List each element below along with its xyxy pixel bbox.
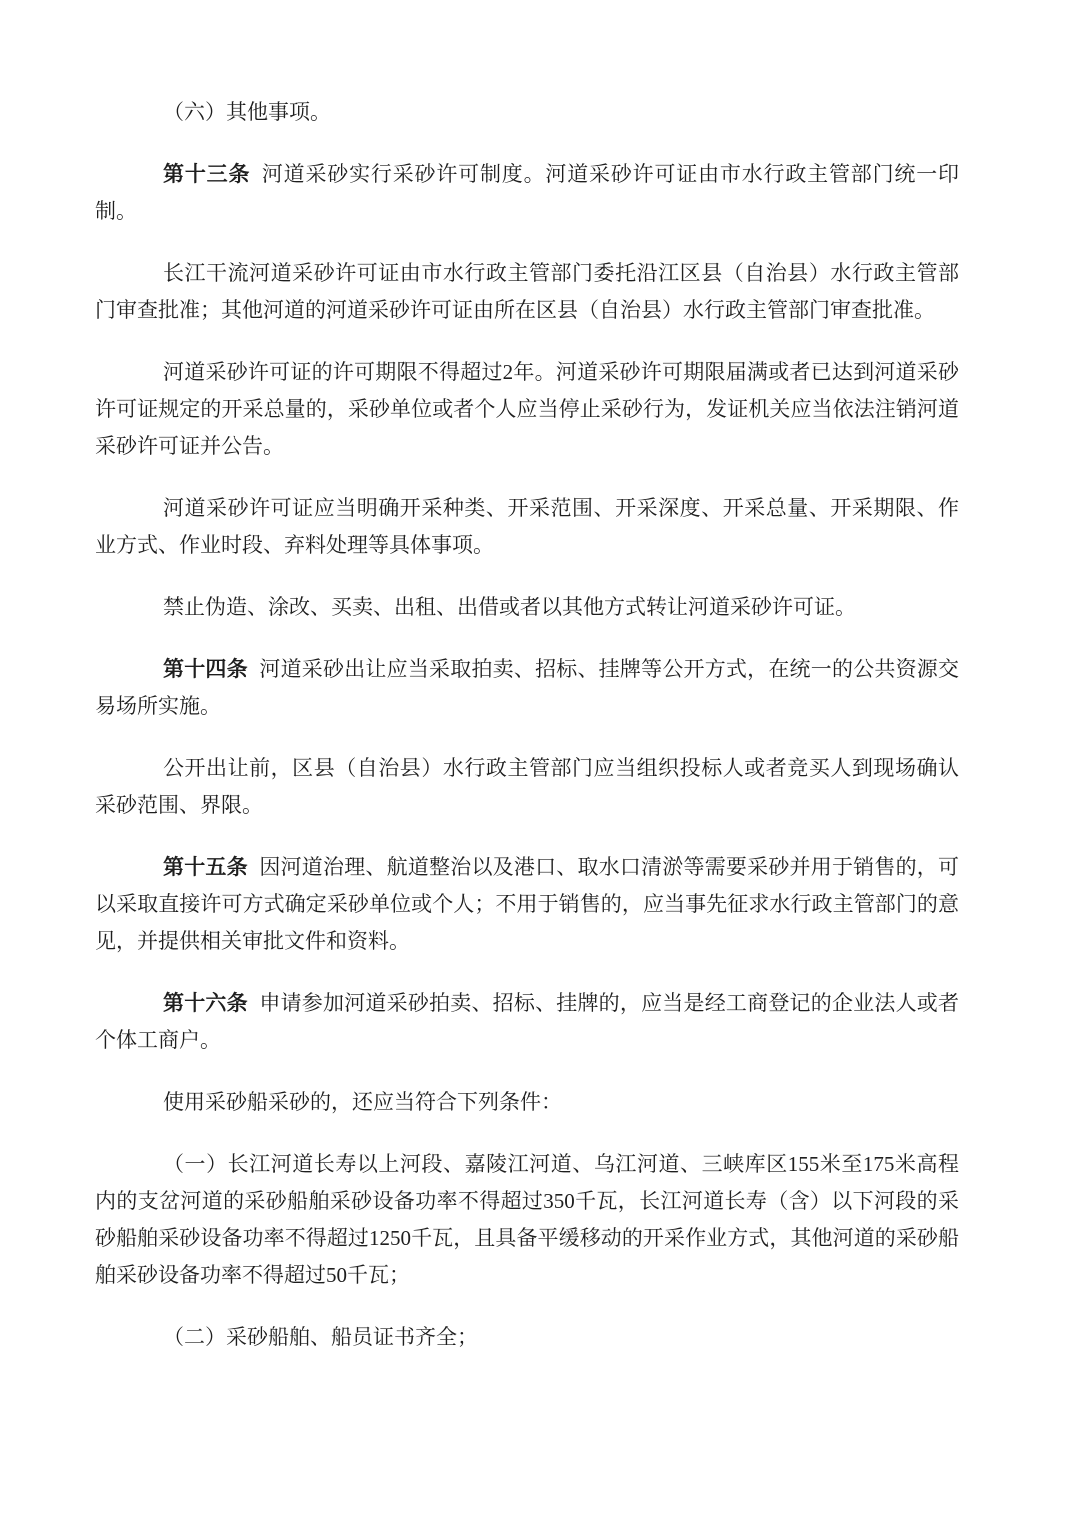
- paragraph-text: 河道采砂出让应当采取拍卖、招标、挂牌等公开方式，在统一的公共资源交易场所实施。: [95, 657, 959, 718]
- paragraph-text: 使用采砂船采砂的，还应当符合下列条件：: [163, 1090, 562, 1114]
- paragraph: [95, 849, 959, 960]
- document-body: [95, 94, 959, 1356]
- paragraph: [95, 1084, 959, 1121]
- paragraph: [95, 750, 959, 824]
- article-number: 第十三条: [163, 162, 251, 186]
- paragraph-text: 公开出让前，区县（自治县）水行政主管部门应当组织投标人或者竞买人到现场确认采砂范围、界限。: [95, 756, 959, 817]
- paragraph: [95, 156, 959, 230]
- paragraph-text: 河道采砂许可证的许可期限不得超过2年。河道采砂许可期限届满或者已达到河道采砂许可证规定的开采总量的，采砂单位或者个人应当停止采砂行为，发证机关应当依法注销河道采砂许可证并公告。: [95, 360, 959, 458]
- paragraph: [95, 1146, 959, 1294]
- article-number: 第十六条: [163, 991, 248, 1015]
- paragraph-text: 因河道治理、航道整治以及港口、取水口清淤等需要采砂并用于销售的，可以采取直接许可方式确定采砂单位或个人；不用于销售的，应当事先征求水行政主管部门的意见，并提供相关审批文件和资料。: [95, 855, 959, 953]
- paragraph: [95, 985, 959, 1059]
- paragraph: [95, 354, 959, 465]
- paragraph-text: （二）采砂船舶、船员证书齐全；: [163, 1325, 478, 1349]
- paragraph-text: （六）其他事项。: [163, 100, 331, 124]
- paragraph-text: （一）长江河道长寿以上河段、嘉陵江河道、乌江河道、三峡库区155米至175米高程内的支岔河道的采砂船舶采砂设备功率不得超过350千瓦，长江河道长寿（含）以下河段的采砂船舶采砂设备功率不得超过1250千瓦，且具备平缓移动的开采作业方式，其他河道的采砂船舶采砂设备功率不得超过50千瓦；: [95, 1152, 959, 1287]
- article-number: 第十四条: [163, 657, 248, 681]
- paragraph: [95, 255, 959, 329]
- paragraph: [95, 490, 959, 564]
- paragraph-text: 河道采砂许可证应当明确开采种类、开采范围、开采深度、开采总量、开采期限、作业方式、作业时段、弃料处理等具体事项。: [95, 496, 959, 557]
- paragraph: [95, 1319, 959, 1356]
- paragraph-text: 申请参加河道采砂拍卖、招标、挂牌的，应当是经工商登记的企业法人或者个体工商户。: [95, 991, 959, 1052]
- paragraph-text: 禁止伪造、涂改、买卖、出租、出借或者以其他方式转让河道采砂许可证。: [163, 595, 856, 619]
- paragraph: [95, 589, 959, 626]
- paragraph: [95, 651, 959, 725]
- paragraph-text: 河道采砂实行采砂许可制度。河道采砂许可证由市水行政主管部门统一印制。: [95, 162, 960, 223]
- paragraph-text: 长江干流河道采砂许可证由市水行政主管部门委托沿江区县（自治县）水行政主管部门审查批准；其他河道的河道采砂许可证由所在区县（自治县）水行政主管部门审查批准。: [95, 261, 959, 322]
- article-number: 第十五条: [163, 855, 248, 879]
- paragraph: [95, 94, 959, 131]
